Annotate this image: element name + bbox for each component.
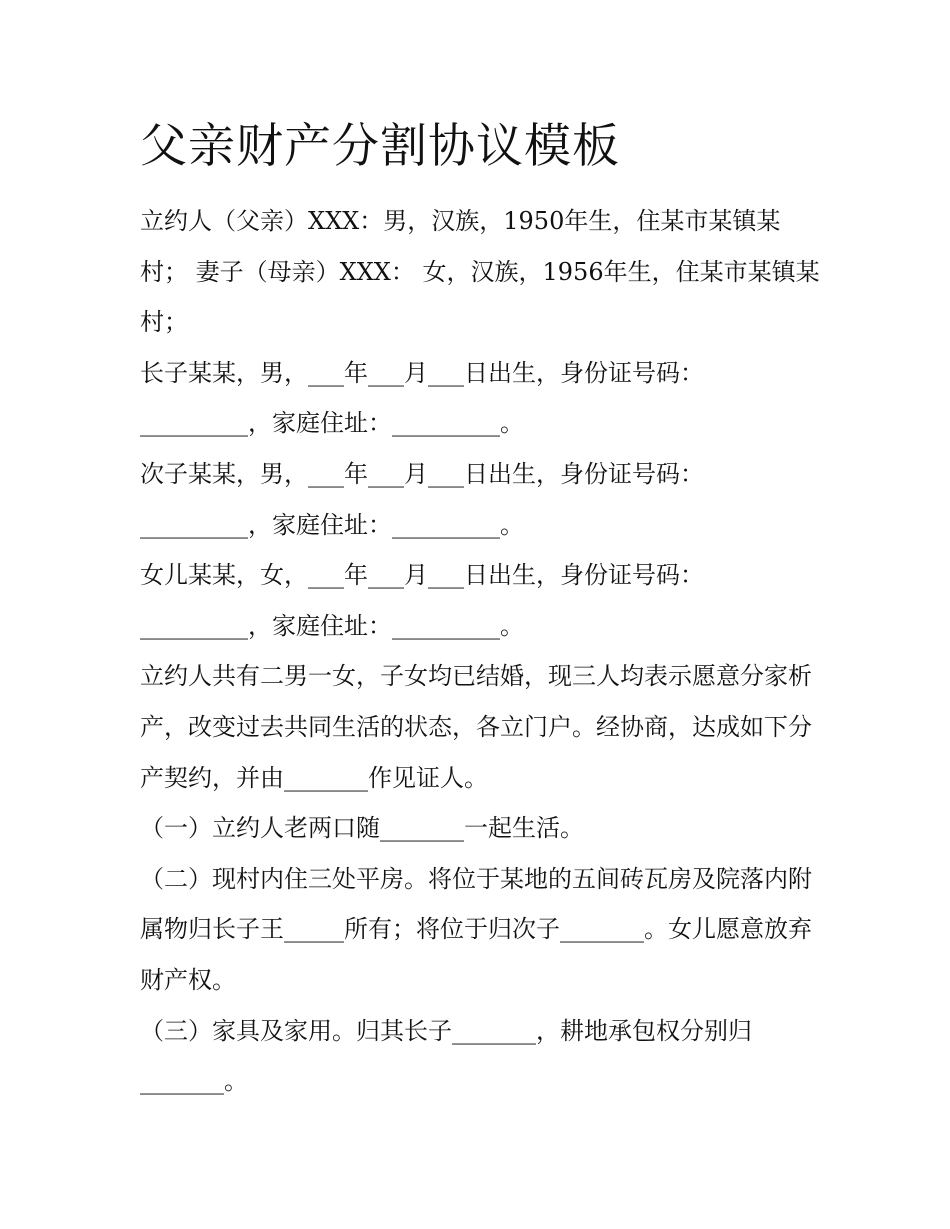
paragraph-second-son: 次子某某，男，___年___月___日出生，身份证号码：_________，家庭住址：_________。	[140, 459, 704, 539]
document-title: 父亲财产分割协议模板	[140, 119, 620, 174]
document-body	[140, 112, 820, 1107]
paragraph-agreement-intro: 立约人共有二男一女，子女均已结婚，现三人均表示愿意分家析产，改变过去共同生活的状态，各立门户。经协商，达成如下分产契约，并由_______作见证人。	[140, 662, 812, 792]
paragraph-daughter: 女儿某某，女，___年___月___日出生，身份证号码：_________，家庭住址：_________。	[140, 561, 704, 640]
clause-1: （一）立约人老两口随_______一起生活。	[140, 814, 584, 843]
clause-2: （二）现村内住三处平房。将位于某地的五间砖瓦房及院落内附属物归长子王_____所有；将位于归次子_______。女儿愿意放弃财产权。	[140, 864, 812, 994]
clause-3: （三）家具及家用。归其长子_______，耕地承包权分别归_______。	[140, 1016, 752, 1096]
paragraph-eldest-son: 长子某某，男，___年___月___日出生，身份证号码：_________，家庭住址：_________。	[140, 358, 704, 438]
paragraph-parties: 立约人（父亲）XXX：男，汉族，1950年生，住某市某镇某村； 妻子（母亲）XXX： 女，汉族，1956年生，住某市某镇某村；	[140, 207, 820, 337]
